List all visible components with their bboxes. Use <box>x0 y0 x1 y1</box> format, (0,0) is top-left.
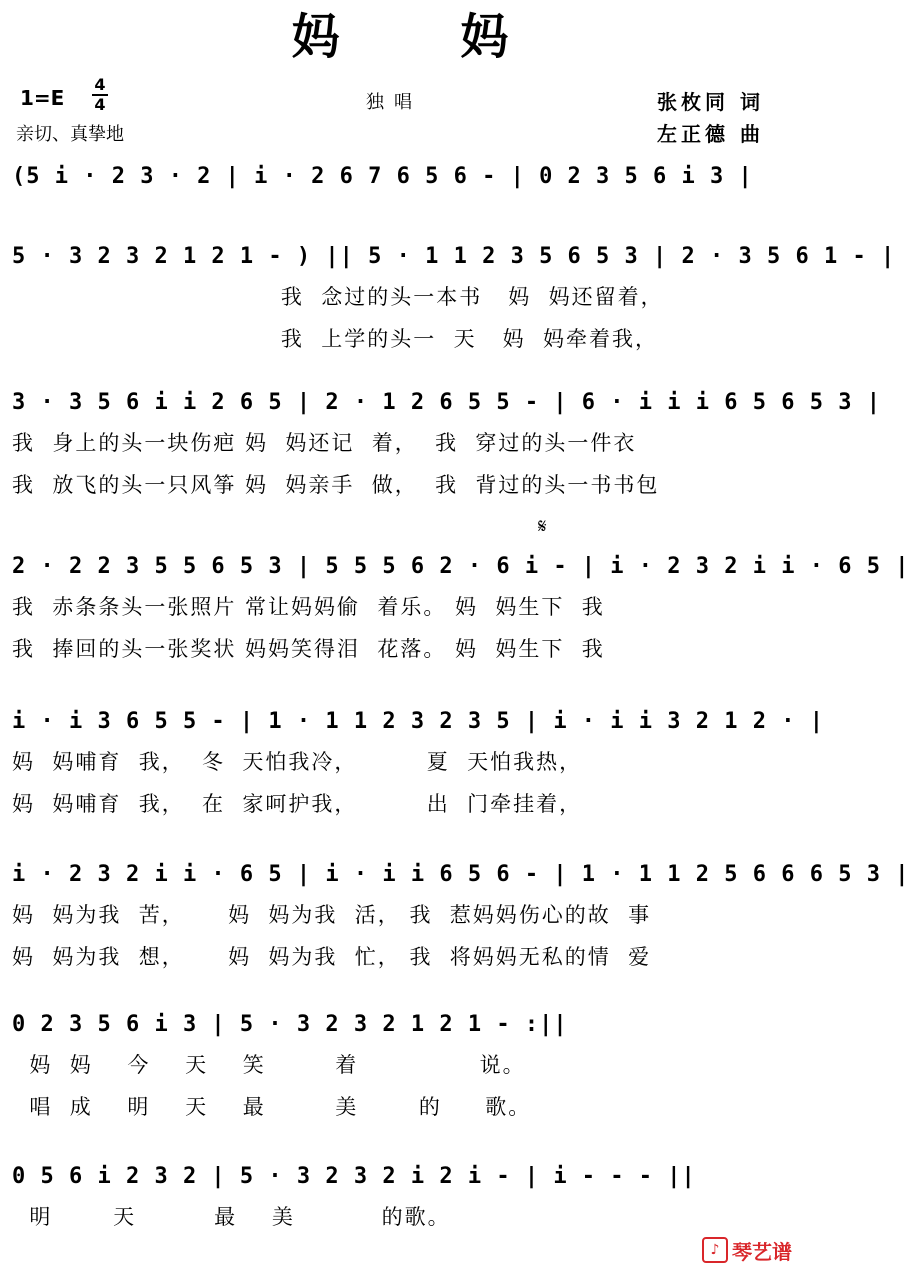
meter-top: 4 <box>94 75 106 94</box>
composer-credit: 左正德 曲 <box>657 122 764 146</box>
lyric-line-5-2: 妈 妈哺育 我， 在 家呵护我， 出 门牵挂着， <box>12 792 583 816</box>
lyric-line-4-2: 我 捧回的头一张奖状 妈妈笑得泪 花落。 妈 妈生下 我 <box>12 637 605 661</box>
segno-sign: 𝄋 <box>538 514 547 538</box>
lyric-line-7-1: 妈 妈 今 天 笑 着 说。 <box>12 1053 526 1077</box>
logo-icon: ♪ <box>702 1237 728 1263</box>
watermark-logo <box>702 1236 792 1264</box>
lyric-line-7-2: 唱 成 明 天 最 美 的 歌。 <box>12 1095 532 1119</box>
lyric-line-8-1: 明 天 最 美 的歌。 <box>12 1205 451 1229</box>
lyricist-credit: 张枚同 词 <box>657 90 764 114</box>
performance-mode: 独唱 <box>366 92 422 113</box>
lyric-line-2-1: 我 念过的头一本书 妈 妈还留着， <box>12 285 664 309</box>
notation-line-3: 3 · 3 5 6 i i 2 6 5 | 2 · 1 2 6 5 5 - | 6 · i i i 6 5 6 5 3 | <box>12 390 881 415</box>
lyric-line-3-1: 我 身上的头一块伤疤 妈 妈还记 着， 我 穿过的头一件衣 <box>12 431 637 455</box>
notation-line-2: 5 · 3 2 3 2 1 2 1 - ) || 5 · 1 1 2 3 5 6 5 3 | 2 · 3 5 6 1 - | <box>12 244 896 269</box>
lyric-line-6-1: 妈 妈为我 苦， 妈 妈为我 活， 我 惹妈妈伤心的故 事 <box>12 903 652 927</box>
tempo-marking: 亲切、真挚地 <box>16 124 124 145</box>
notation-line-5: i · i 3 6 5 5 - | 1 · 1 1 2 3 2 3 5 | i · i i 3 2 1 2 · | <box>12 709 824 734</box>
page-title: 妈 妈 <box>291 9 561 65</box>
time-signature <box>90 76 110 114</box>
lyric-line-5-1: 妈 妈哺育 我， 冬 天怕我冷， 夏 天怕我热， <box>12 750 583 774</box>
notation-line-8: 0 5 6 i 2 3 2 | 5 · 3 2 3 2 i 2 i - | i - - - || <box>12 1164 696 1189</box>
logo-text: 琴艺谱 <box>732 1239 792 1264</box>
lyric-line-2-2: 我 上学的头一 天 妈 妈牵着我， <box>12 327 659 351</box>
notation-line-7: 0 2 3 5 6 i 3 | 5 · 3 2 3 2 1 2 1 - :|| <box>12 1012 568 1037</box>
notation-line-4: 2 · 2 2 3 5 5 6 5 3 | 5 5 5 6 2 · 6 i - | i · 2 3 2 i i · 6 5 | <box>12 554 909 579</box>
meter-bottom: 4 <box>94 95 106 114</box>
lyric-line-3-2: 我 放飞的头一只风筝 妈 妈亲手 做， 我 背过的头一书书包 <box>12 473 660 497</box>
notation-line-6: i · 2 3 2 i i · 6 5 | i · i i 6 5 6 - | 1 · 1 1 2 5 6 6 6 5 3 | <box>12 862 909 887</box>
notation-line-1: (5 i · 2 3 · 2 | i · 2 6 7 6 5 6 - | 0 2 3 5 6 i 3 | <box>12 164 753 189</box>
lyric-line-6-2: 妈 妈为我 想， 妈 妈为我 忙， 我 将妈妈无私的情 爱 <box>12 945 652 969</box>
lyric-line-4-1: 我 赤条条头一张照片 常让妈妈偷 着乐。 妈 妈生下 我 <box>12 595 605 619</box>
key-signature: 1=E <box>20 86 65 110</box>
